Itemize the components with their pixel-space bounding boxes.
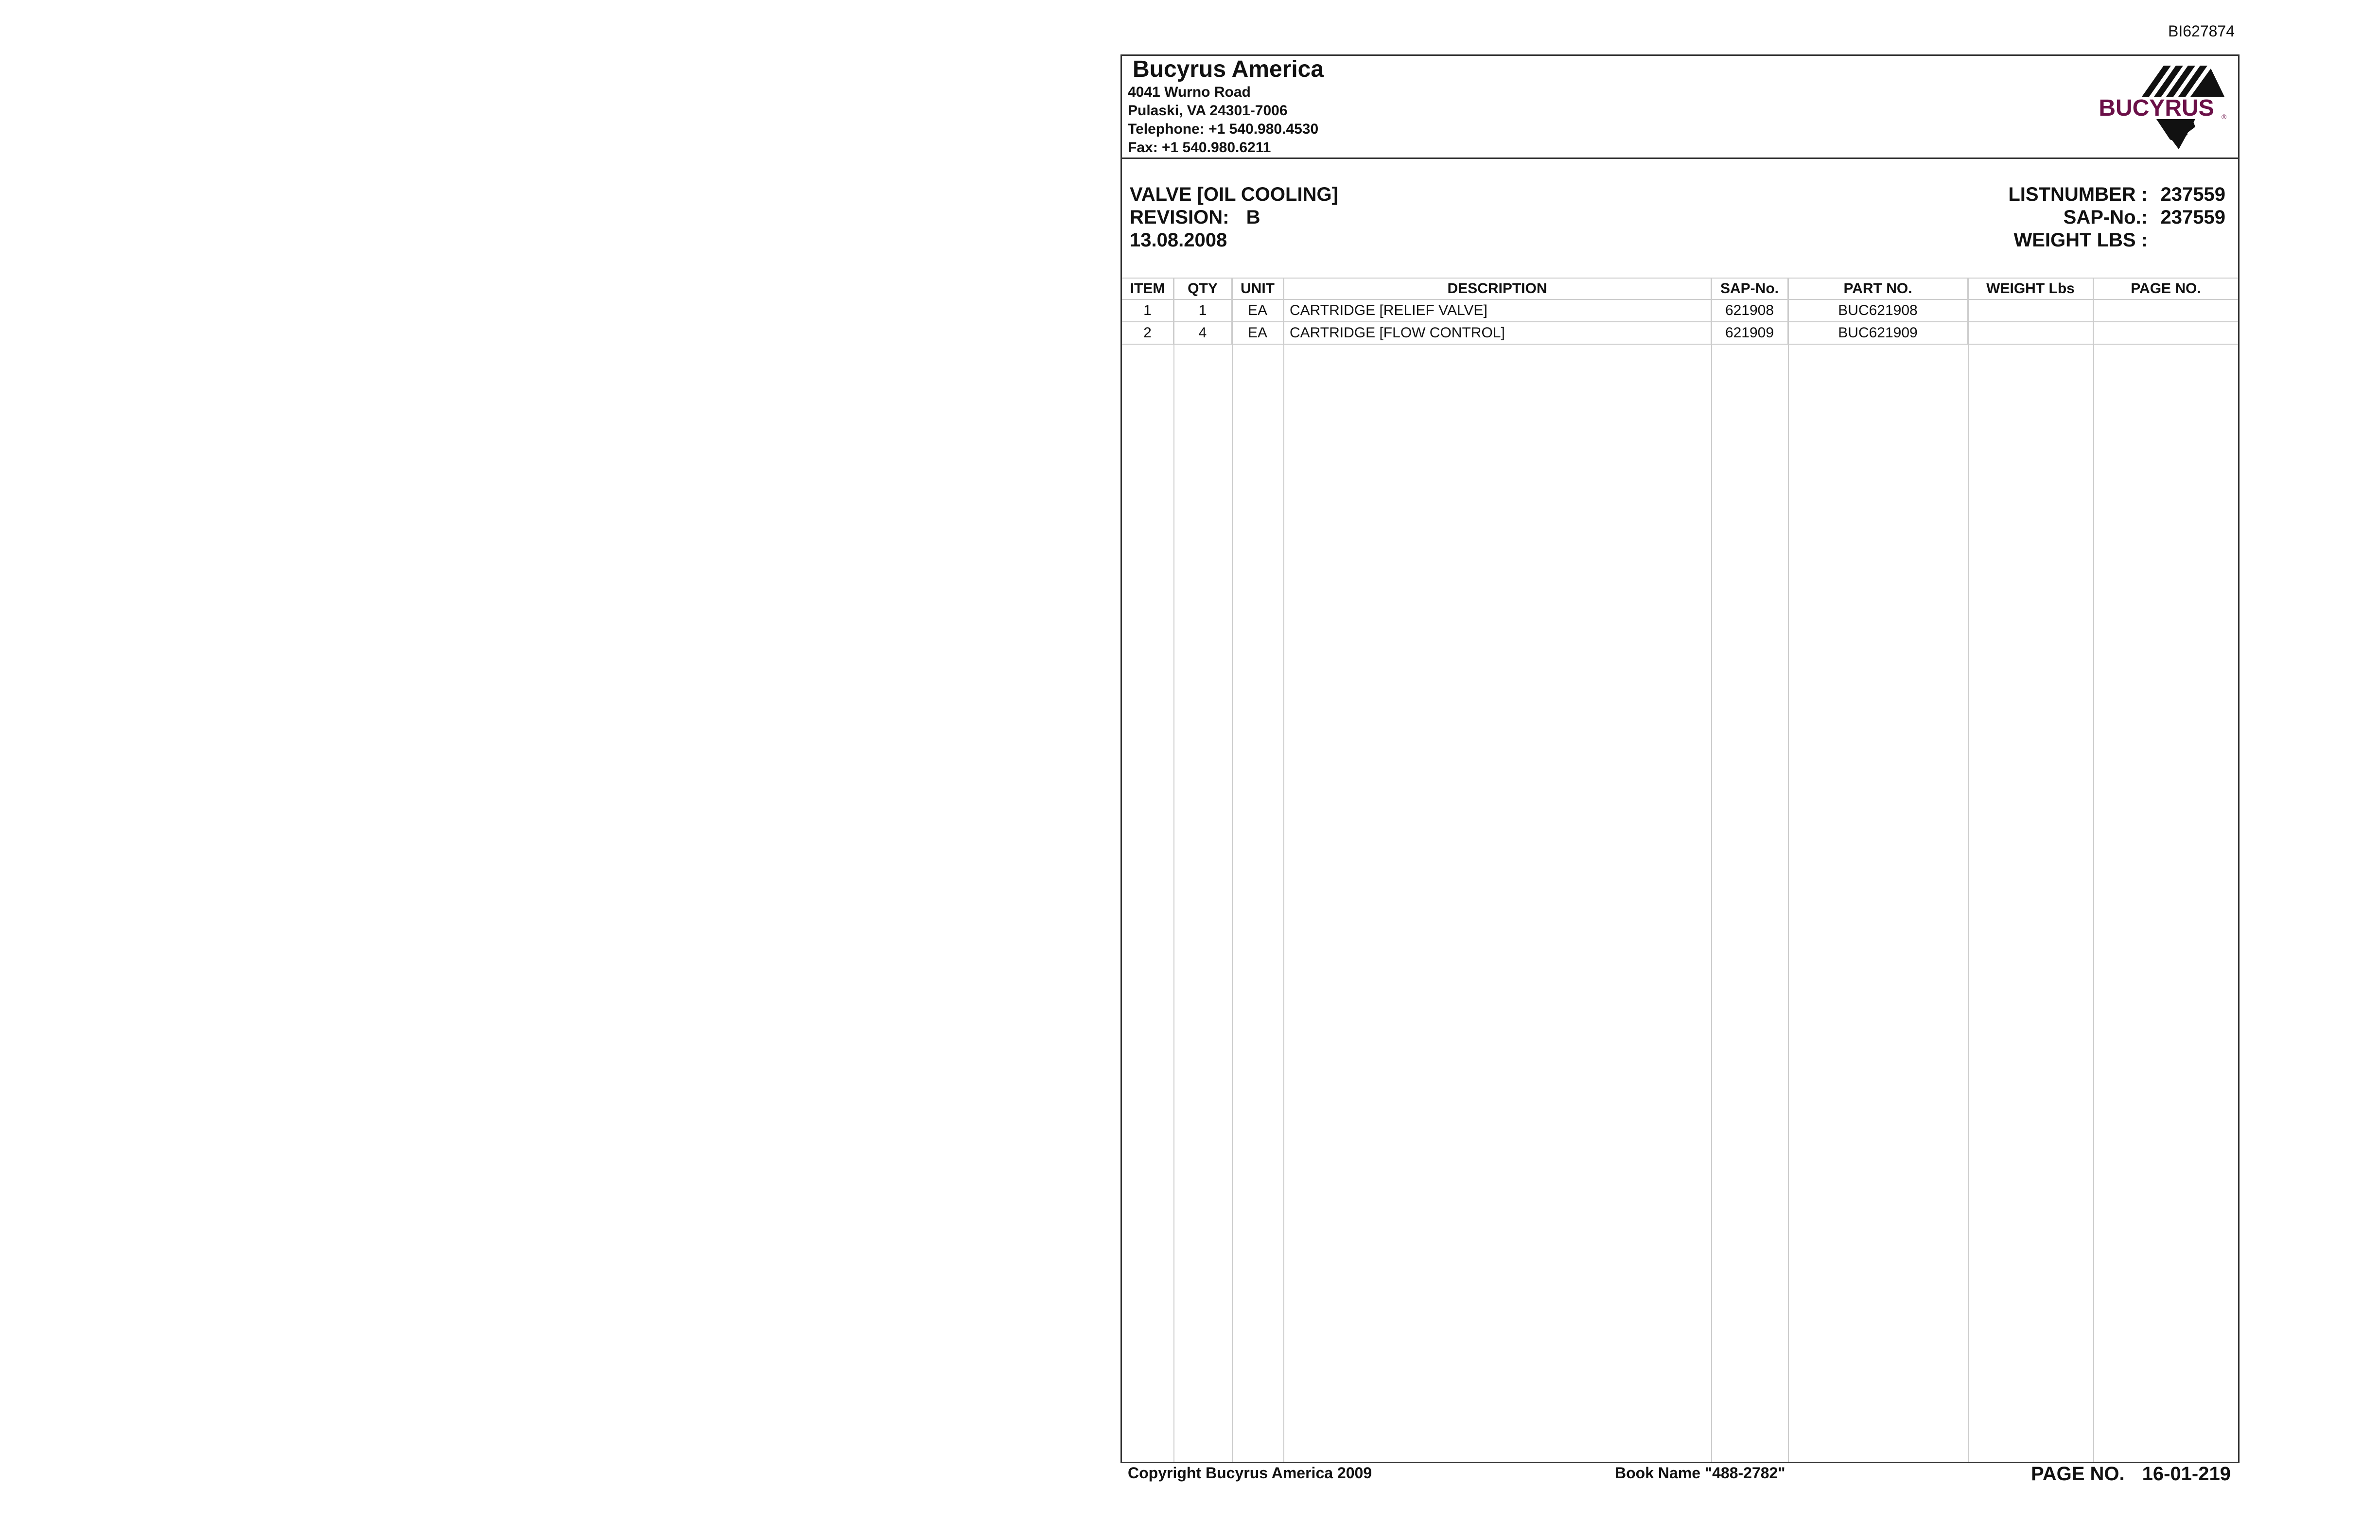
column-divider [1173, 278, 1174, 1462]
address-line-city: Pulaski, VA 24301-7006 [1128, 103, 1288, 119]
company-name: Bucyrus America [1133, 56, 1324, 82]
bucyrus-logo [2083, 62, 2229, 154]
parts-table [1122, 278, 2238, 345]
column-divider [1283, 278, 1284, 1462]
listnumber-value: 237559 [2160, 184, 2225, 205]
cell-sap-no: 621909 [1711, 322, 1788, 344]
cell-unit: EA [1232, 299, 1283, 322]
column-divider [1788, 278, 1789, 1462]
cell-qty: 1 [1173, 299, 1232, 322]
cell-weight [1968, 322, 2093, 344]
page-number-value: 16-01-219 [2142, 1463, 2231, 1485]
cell-item: 1 [1122, 299, 1173, 322]
cell-page-no [2093, 322, 2238, 344]
sheet-header [1122, 56, 2238, 159]
svg-text:®: ® [2222, 113, 2227, 121]
revision-label: REVISION: [1130, 207, 1229, 228]
list-info-block [2008, 183, 2225, 252]
page-number-label: PAGE NO. [2031, 1463, 2125, 1485]
address-line-street: 4041 Wurno Road [1128, 84, 1251, 100]
col-header-unit: UNIT [1232, 278, 1283, 299]
table-row [1122, 322, 2238, 344]
sap-value: 237559 [2160, 207, 2225, 228]
cell-page-no [2093, 299, 2238, 322]
column-divider [1968, 278, 1969, 1462]
col-header-part-no: PART NO. [1788, 278, 1968, 299]
copyright-notice: Copyright Bucyrus America 2009 [1128, 1464, 1372, 1482]
cell-weight [1968, 299, 2093, 322]
weight-value [2148, 229, 2225, 252]
revision-value: B [1246, 207, 1260, 228]
page-number [2031, 1463, 2231, 1485]
column-divider [1711, 278, 1712, 1462]
document-id: BI627874 [2168, 22, 2235, 40]
cell-qty: 4 [1173, 322, 1232, 344]
col-header-sap-no: SAP-No. [1711, 278, 1788, 299]
revision-date: 13.08.2008 [1130, 229, 1227, 251]
column-divider [2093, 278, 2094, 1462]
col-header-description: DESCRIPTION [1283, 278, 1711, 299]
col-header-item: ITEM [1122, 278, 1173, 299]
weight-label: WEIGHT LBS : [2013, 229, 2148, 251]
cell-unit: EA [1232, 322, 1283, 344]
listnumber-label: LISTNUMBER : [2008, 184, 2148, 205]
assembly-name: VALVE [OIL COOLING] [1130, 184, 1338, 205]
col-header-weight: WEIGHT Lbs [1968, 278, 2093, 299]
cell-description: CARTRIDGE [RELIEF VALVE] [1283, 299, 1711, 322]
table-header-row [1122, 278, 2238, 299]
cell-part-no: BUC621908 [1788, 299, 1968, 322]
cell-part-no: BUC621909 [1788, 322, 1968, 344]
column-divider [1232, 278, 1233, 1462]
parts-list-sheet [1120, 54, 2240, 1463]
assembly-title-block [1130, 183, 1338, 252]
cell-sap-no: 621908 [1711, 299, 1788, 322]
logo-wordmark: BUCYRUS [2099, 95, 2214, 121]
col-header-qty: QTY [1173, 278, 1232, 299]
revision-row [1130, 206, 1338, 229]
address-line-telephone: Telephone: +1 540.980.4530 [1128, 121, 1319, 137]
cell-item: 2 [1122, 322, 1173, 344]
col-header-page-no: PAGE NO. [2093, 278, 2238, 299]
table-row [1122, 299, 2238, 322]
cell-description: CARTRIDGE [FLOW CONTROL] [1283, 322, 1711, 344]
book-name: Book Name "488-2782" [1615, 1464, 1785, 1482]
sap-label: SAP-No.: [2063, 207, 2148, 228]
address-line-fax: Fax: +1 540.980.6211 [1128, 140, 1271, 156]
